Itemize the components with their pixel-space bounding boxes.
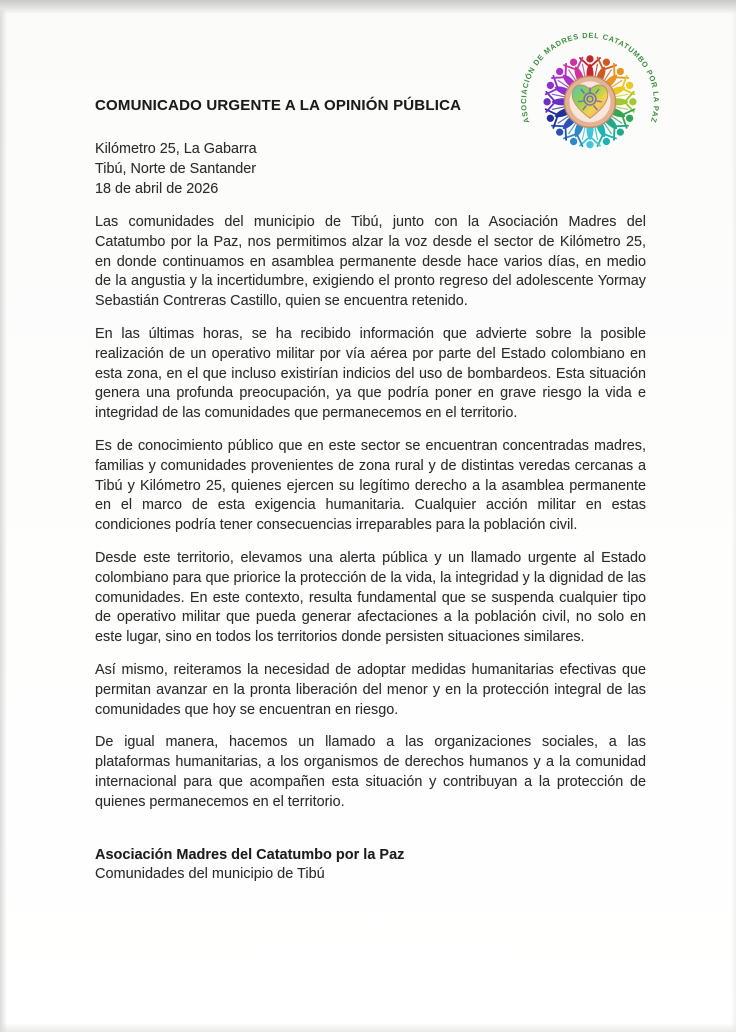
body-paragraph: En las últimas horas, se ha recibido información que advierte sobre la posible realización de un operativo militar por vía aérea por parte del Estado colombiano en esta zona, en el que incluso existirían indicios del uso de bombardeos. Esta situación genera una profunda preocupación, ya que podría poner en grave riesgo la vida e integridad de las comunidades que permanecemos en el territorio. <box>95 325 646 422</box>
signature-org: Comunidades del municipio de Tibú <box>95 866 325 883</box>
dateline-date: 18 de abril de 2026 <box>95 181 219 197</box>
document-content <box>95 97 646 885</box>
document-body <box>95 213 646 813</box>
body-paragraph: Las comunidades del municipio de Tibú, junto con la Asociación Madres del Catatumbo por la Paz, nos permitimos alzar la voz desde el sector de Kilómetro 25, en donde continuamos en asamblea permanente desde hace varios días, en medio de la angustia y la incertidumbre, exigiendo el pronto regreso del adolescente Yormay Sebastián Contreras Castillo, quien se encuentra retenido. <box>95 214 646 310</box>
body-paragraph: Es de conocimiento público que en este sector se encuentran concentradas madres, familias y comunidades provenientes de zona rural y de distintas veredas cercanas a Tibú y Kilómetro 25, quienes ejercen su legítimo derecho a la asamblea permanente en el marco de esta exigencia humanitaria. Cualquier acción militar en estas condiciones podría tener consecuencias irreparables para la población civil. <box>95 437 646 534</box>
signature-block <box>95 846 646 886</box>
signature-name: Asociación Madres del Catatumbo por la Paz <box>95 846 405 863</box>
body-paragraph: De igual manera, hacemos un llamado a las organizaciones sociales, a las plataformas humanitarias, a los organismos de derechos humanos y a la comunidad internacional para que acompañen esta situación y contribuyan a la protección de quienes permanecemos en el territorio. <box>95 734 646 810</box>
dateline-region: Tibú, Norte de Santander <box>95 161 257 177</box>
document-title: COMUNICADO URGENTE A LA OPINIÓN PÚBLICA <box>95 97 462 114</box>
dateline-location: Kilómetro 25, La Gabarra <box>95 141 257 157</box>
body-paragraph: Desde este territorio, elevamos una alerta pública y un llamado urgente al Estado colombiano para que priorice la protección de la vida, la integridad y la dignidad de las comunidades. En este contexto, resulta fundamental que se suspenda cualquier tipo de operativo militar que pueda generar afectaciones a la población civil, no solo en este lugar, sino en todos los territorios donde persisten situaciones similares. <box>95 549 646 646</box>
body-paragraph: Así mismo, reiteramos la necesidad de adoptar medidas humanitarias efectivas que permitan avanzar en la pronta liberación del menor y en la protección integral de las comunidades que hoy se encuentran en riesgo. <box>95 661 646 718</box>
logo-arc-text: ASOCIACIÓN DE MADRES DEL CATATUMBO POR LA PAZ <box>519 30 661 125</box>
dateline <box>95 139 646 199</box>
